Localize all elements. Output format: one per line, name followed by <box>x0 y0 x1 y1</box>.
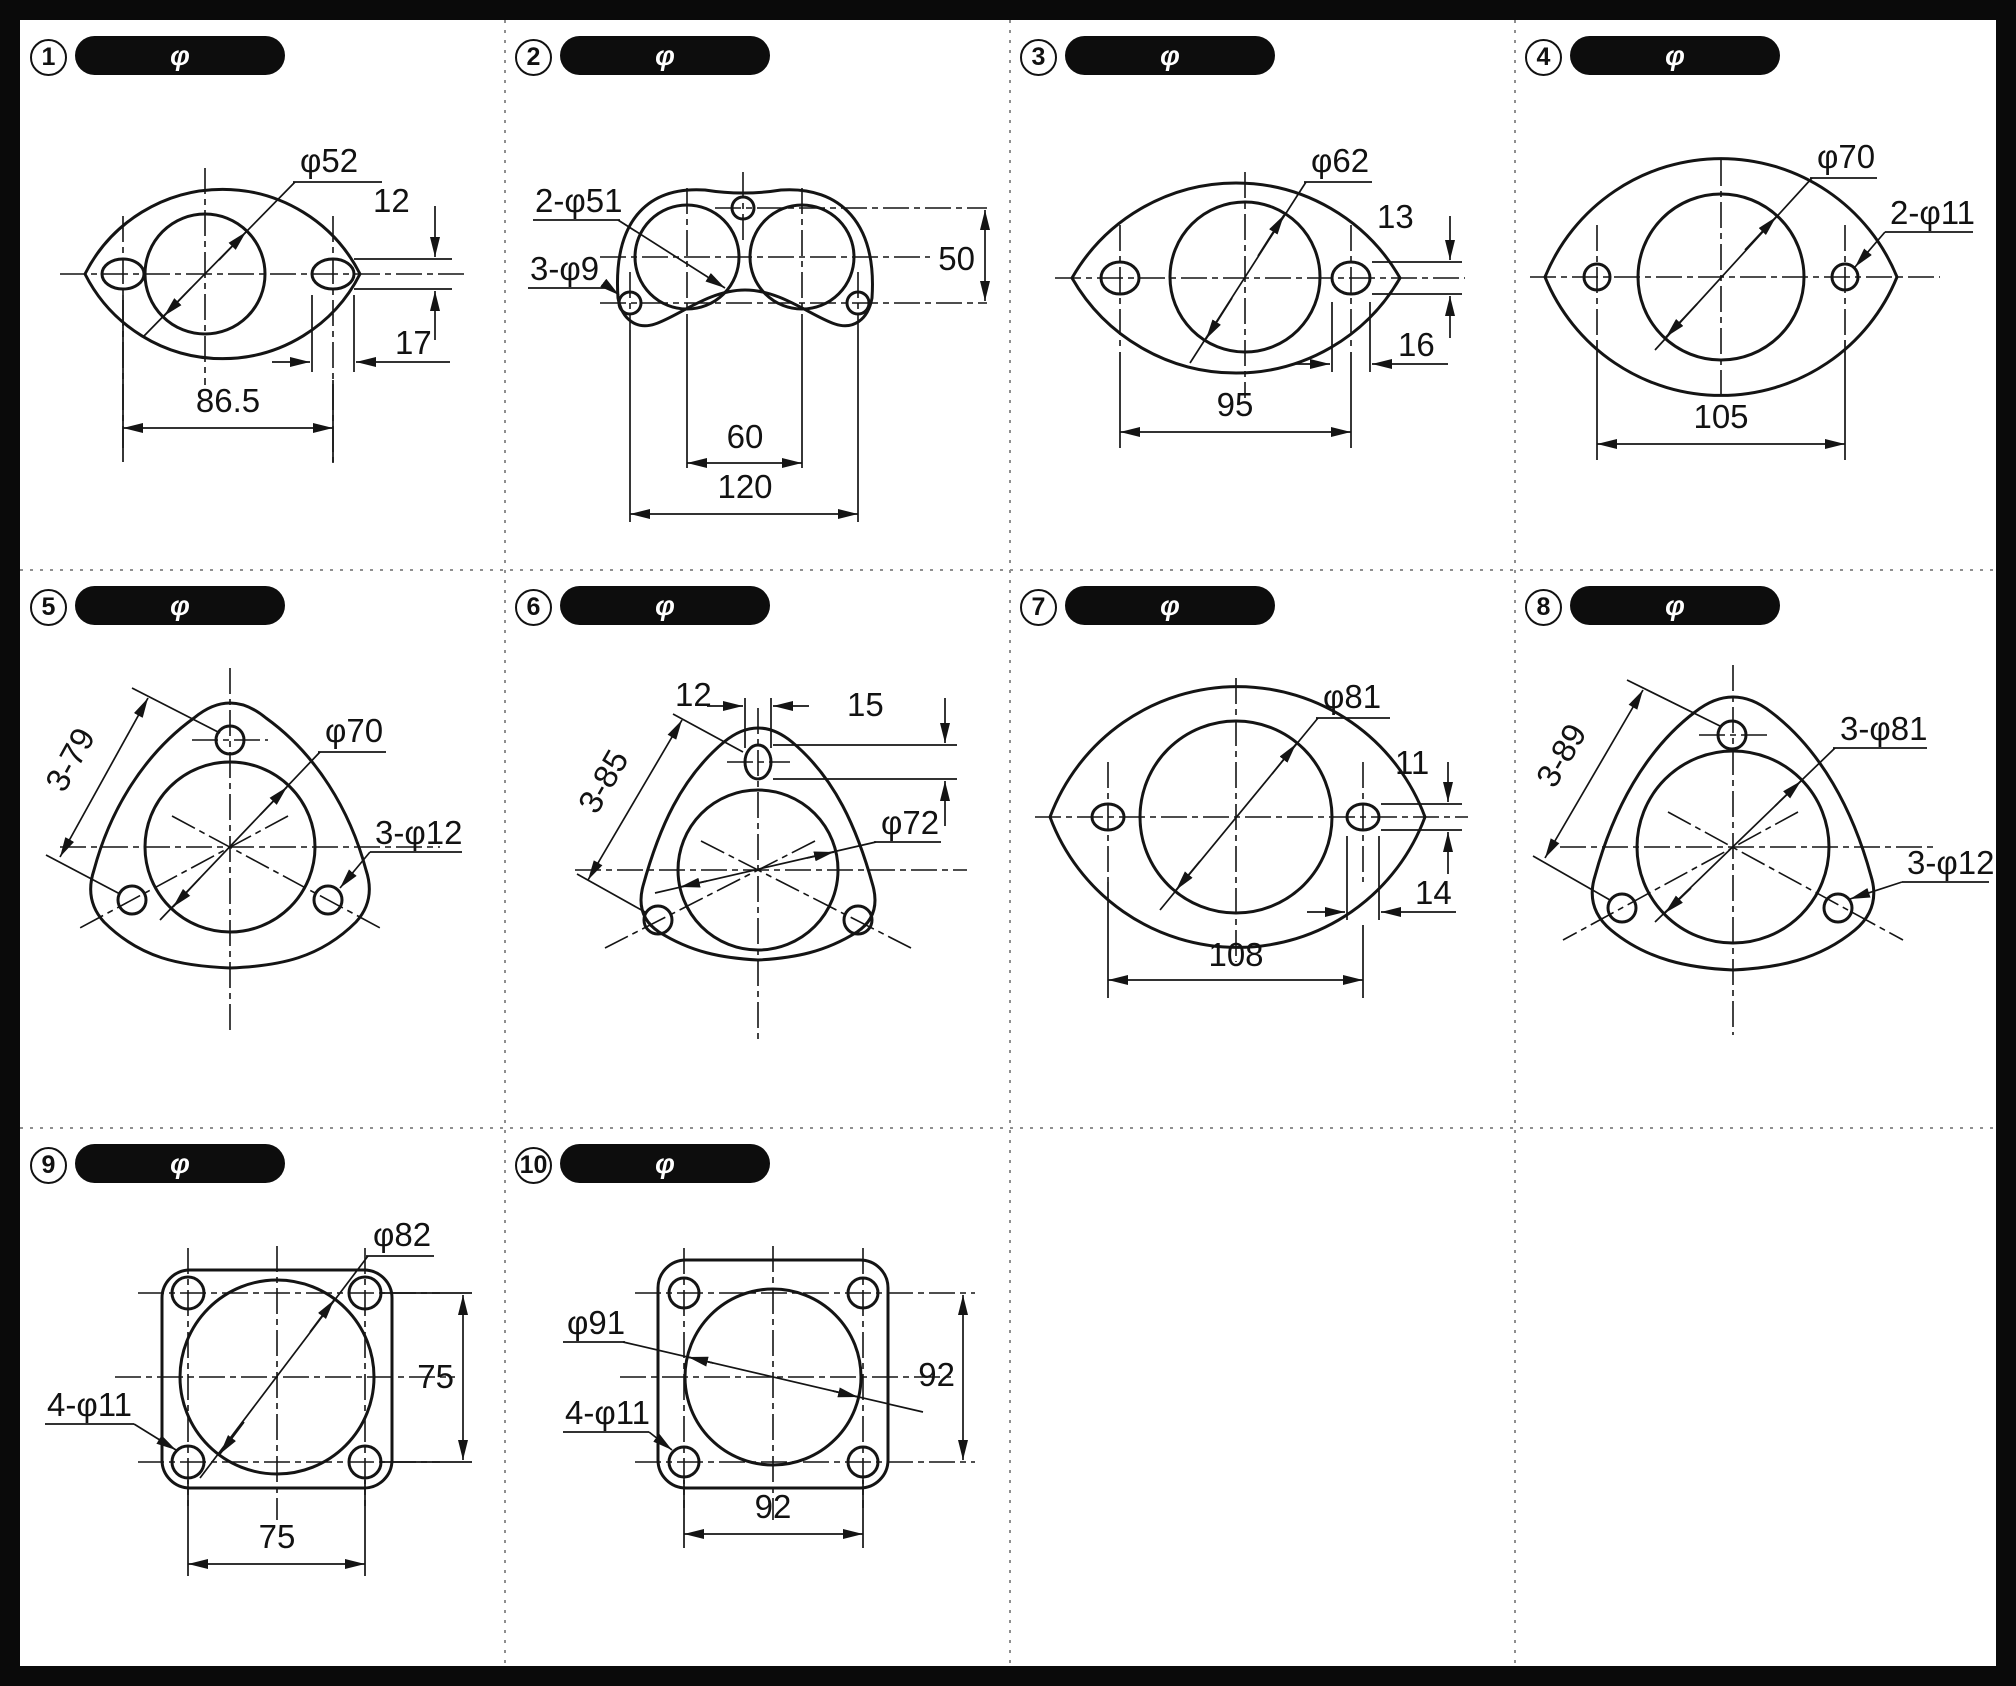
gasket-cell-9 <box>20 1128 505 1666</box>
cell-number: 3 <box>1031 43 1046 71</box>
vertical-span-dim: 75 <box>417 1358 454 1395</box>
phi-label: φ <box>170 39 190 71</box>
slot-width-dim: 14 <box>1415 874 1452 911</box>
flange-geometry <box>600 172 987 330</box>
holes-dim: 3-φ12 <box>1907 844 1995 881</box>
flange-drawing-10 <box>505 1128 1010 1666</box>
cell-number: 7 <box>1031 593 1046 621</box>
holes-dim: 4-φ11 <box>47 1386 132 1423</box>
span-dim: 120 <box>717 468 773 505</box>
gasket-cell-3 <box>1010 20 1515 570</box>
phi-label: φ <box>655 589 675 621</box>
slot-width-dim: 12 <box>675 676 712 713</box>
flange-drawing-1 <box>20 20 505 570</box>
slot-height-dim: 15 <box>847 686 884 723</box>
phi-label: φ <box>655 1147 675 1179</box>
bore-dim: φ82 <box>373 1216 432 1253</box>
phi-label: φ <box>1665 39 1685 71</box>
span-dim: 86.5 <box>195 382 261 419</box>
phi-label: φ <box>1160 589 1180 621</box>
phi-label: φ <box>1160 39 1180 71</box>
gasket-cell-10 <box>505 1128 1010 1666</box>
bolt-circle-dim: 3-89 <box>1528 717 1594 794</box>
cell-number: 8 <box>1536 593 1551 621</box>
vertical-span-dim: 92 <box>918 1356 955 1393</box>
bolt-circle-dim: 3-85 <box>570 743 636 820</box>
holes-dim: 3-φ12 <box>375 814 463 851</box>
flange-drawing-4 <box>1515 20 1996 570</box>
cell-number: 10 <box>519 1151 548 1179</box>
flange-drawing-2 <box>505 20 1010 570</box>
holes-dim: 2-φ11 <box>1890 194 1975 231</box>
flange-geometry <box>575 708 967 1042</box>
slot-height-dim: 12 <box>373 182 410 219</box>
span-dim: 95 <box>1216 386 1254 423</box>
span-dim: 108 <box>1208 936 1264 973</box>
drawing-paper <box>20 20 1996 1666</box>
gasket-cell-6 <box>505 570 1010 1128</box>
gasket-cell-4 <box>1515 20 1996 570</box>
phi-label: φ <box>170 589 190 621</box>
holes-dim: 3-φ9 <box>530 250 600 287</box>
horizontal-span-dim: 92 <box>754 1488 792 1525</box>
cell-number: 1 <box>41 43 56 71</box>
bore-dim: φ72 <box>881 804 940 841</box>
phi-label: φ <box>1665 589 1685 621</box>
bore-dim: φ91 <box>567 1304 626 1341</box>
bore-dim: φ81 <box>1323 678 1382 715</box>
gasket-cell-7 <box>1010 570 1515 1128</box>
gasket-cell-5 <box>20 570 505 1128</box>
slot-height-dim: 11 <box>1395 744 1430 781</box>
flange-drawing-7 <box>1010 570 1515 1128</box>
horizontal-span-dim: 75 <box>258 1518 296 1555</box>
span-dim: 105 <box>1693 398 1749 435</box>
cell-number: 6 <box>526 593 541 621</box>
flange-drawing-5 <box>20 570 505 1128</box>
height-dim: 50 <box>938 240 975 277</box>
flange-drawing-8 <box>1515 570 1996 1128</box>
flange-geometry <box>115 1246 455 1520</box>
cell-number: 4 <box>1536 43 1551 71</box>
flange-drawing-6 <box>505 570 1010 1128</box>
flange-geometry <box>1530 159 1940 400</box>
flange-geometry <box>1035 678 1468 962</box>
dimension-graphics <box>46 688 462 920</box>
flange-drawing-3 <box>1010 20 1515 570</box>
slot-height-dim: 13 <box>1377 198 1414 235</box>
bolt-circle-dim: 3-79 <box>37 721 103 798</box>
pitch-dim: 60 <box>726 418 764 455</box>
bore-dim: φ70 <box>1817 138 1876 175</box>
holes-dim: 4-φ11 <box>565 1394 650 1431</box>
flange-drawing-9 <box>20 1128 505 1666</box>
gasket-cell-2 <box>505 20 1010 570</box>
bore-dim: 2-φ51 <box>535 182 623 219</box>
cell-number: 9 <box>41 1151 56 1179</box>
cell-number: 5 <box>41 593 56 621</box>
gasket-cell-1 <box>20 20 505 570</box>
bore-dim: φ52 <box>300 142 359 179</box>
cell-number: 2 <box>526 43 541 71</box>
slot-width-dim: 16 <box>1398 326 1435 363</box>
bore-dim: 3-φ81 <box>1840 710 1928 747</box>
phi-label: φ <box>655 39 675 71</box>
phi-label: φ <box>170 1147 190 1179</box>
bore-dim: φ62 <box>1311 142 1370 179</box>
bore-dim: φ70 <box>325 712 384 749</box>
slot-width-dim: 17 <box>395 324 432 361</box>
gasket-cell-8 <box>1515 570 1996 1128</box>
